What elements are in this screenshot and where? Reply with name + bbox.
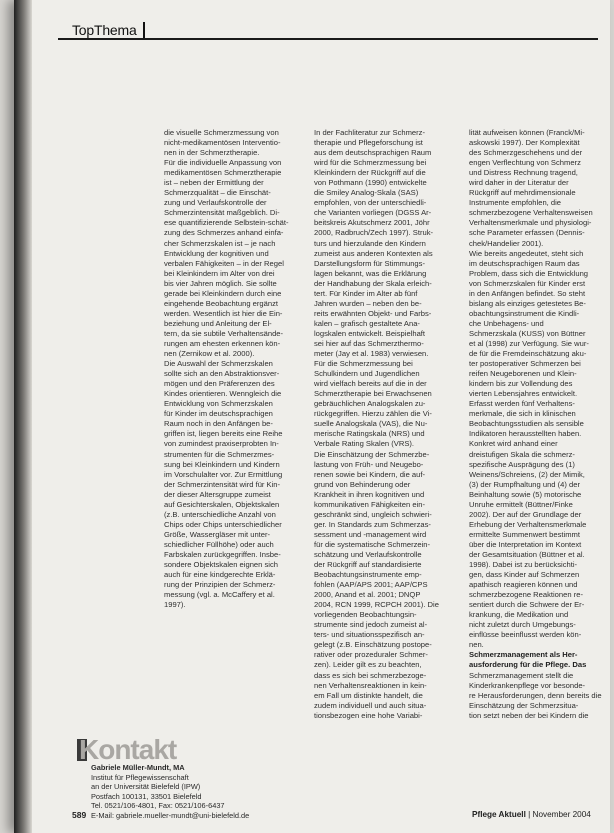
article-line: Darstellungsform für Stimmungs- bbox=[314, 258, 425, 268]
article-line: zung des Schmerzes anhand einfa- bbox=[164, 228, 284, 238]
article-line: lastung von Früh- und Neugebo- bbox=[314, 459, 424, 469]
magazine-page bbox=[14, 0, 610, 833]
article-line: Einschätzung der Schmerzsitua- bbox=[469, 700, 579, 710]
article-line: verbalen Fähigkeiten – in der Regel bbox=[164, 258, 284, 268]
article-line: Jahren wurden – neben den be- bbox=[314, 298, 422, 308]
article-line: therapie und Pflegeforschung ist bbox=[314, 138, 423, 148]
article-line: einflüsse beeinflusst werden kön- bbox=[469, 630, 582, 640]
article-line: sondere Objektskalen eignen sich bbox=[164, 560, 278, 570]
article-line: Die Auswahl der Schmerzskalen bbox=[164, 359, 273, 369]
article-line: che Unbehagens- und bbox=[469, 318, 544, 328]
contact-postal: Postfach 100131, 33501 Bielefeld bbox=[91, 791, 202, 801]
header-rule bbox=[58, 38, 598, 40]
article-line: wird daher in der Literatur der bbox=[469, 178, 569, 188]
article-line: strumenten für die Schmerzmes- bbox=[164, 449, 275, 459]
article-line: Raum noch in den Anfängen be- bbox=[164, 419, 273, 429]
article-line: Für die individuelle Anpassung von bbox=[164, 158, 282, 168]
article-line: strumente sind jedoch zumeist al- bbox=[314, 620, 428, 630]
article-line: fohlen (AAP/APS 2001; AAP/CPS bbox=[314, 580, 428, 590]
article-line: tionsbezogen eine hohe Variabi- bbox=[314, 710, 423, 720]
article-line: askowski 1997). Der Komplexität bbox=[469, 138, 580, 148]
article-line: nen (Zernikow et al. 2000). bbox=[164, 349, 255, 359]
article-line: vorliegenden Beobachtungsin- bbox=[314, 610, 417, 620]
article-line: schätzung und Verlaufskontrolle bbox=[314, 549, 422, 559]
article-line: empfohlen, von der unterschiedli- bbox=[314, 198, 427, 208]
article-line: rung der Prinzipien der Schmerz- bbox=[164, 580, 276, 590]
article-line: ist – neben der Ermittlung der bbox=[164, 178, 264, 188]
contact-name: Gabriele Müller-Mundt, MA bbox=[91, 763, 185, 772]
article-line: von zumindest praxiserprobten In- bbox=[164, 439, 279, 449]
article-line: messung (vgl. a. McCaffery et al. bbox=[164, 590, 275, 600]
article-line: lagen bekannt, was die Erklärung bbox=[314, 268, 427, 278]
article-line: reifen Neugeborenen und Klein- bbox=[469, 369, 577, 379]
article-line: Verhaltensmerkmale und physiologi- bbox=[469, 218, 592, 228]
text-column-3 bbox=[469, 128, 611, 810]
article-line: tion setzt neben der bei Kindern die bbox=[469, 710, 589, 720]
article-line: Kleinkindern der Rückgriff auf die bbox=[314, 168, 426, 178]
article-line: griffen ist, liegen bereits eine Reihe bbox=[164, 429, 283, 439]
article-line: tern, da sie subtile Verhaltensände- bbox=[164, 328, 284, 338]
article-line: 1998). Dabei ist zu berücksichti- bbox=[469, 560, 578, 570]
article-line: ger. In Standards zum Schmerzas- bbox=[314, 519, 431, 529]
article-line: Weinens/Schreiens, (2) der Mimik, bbox=[469, 469, 585, 479]
article-line: auf Gesichterskalen, Objektskalen bbox=[164, 499, 280, 509]
article-line: Erhebung der Verhaltensmerkmale bbox=[469, 519, 587, 529]
contact-title: Kontakt bbox=[79, 734, 177, 765]
article-line: 2004, RCN 1999, RCPCH 2001). Die bbox=[314, 600, 439, 610]
article-line: ters- und situationsspezifisch an- bbox=[314, 630, 425, 640]
article-line: sei hier auf das Schmerzthermo- bbox=[314, 338, 424, 348]
article-line: über die Interpretation im Kontext bbox=[469, 539, 582, 549]
article-line: chek/Handelier 2001). bbox=[469, 238, 544, 248]
article-line: (z.B. unterschiedliche Anzahl von bbox=[164, 509, 276, 519]
article-line: Erfasst werden fünf Verhaltens- bbox=[469, 399, 575, 409]
article-line: ausforderung für die Pflege. Das bbox=[469, 660, 587, 670]
article-line: Schmerzintensität maßgeblich. Di- bbox=[164, 208, 280, 218]
article-line: nen. bbox=[469, 640, 484, 650]
article-line: Farbskalen zurückgegriffen. Insbe- bbox=[164, 549, 281, 559]
article-line: rativer oder prozeduraler Schmer- bbox=[314, 650, 428, 660]
article-line: schmerzbezogene Reaktionen re- bbox=[469, 590, 583, 600]
article-line: gerade bei Kleinkindern durch eine bbox=[164, 288, 282, 298]
article-line: em Fall um distinkte handelt, die bbox=[314, 690, 423, 700]
article-line: nicht-medikamentösen Interventio- bbox=[164, 138, 281, 148]
article-line: In der Fachliteratur zur Schmerz- bbox=[314, 128, 425, 137]
article-line: beziehung und Anleitung der El- bbox=[164, 318, 272, 328]
article-line: sche Parameter erfassen (Dennis- bbox=[469, 228, 585, 238]
article-line: zudem individuell und auch situa- bbox=[314, 700, 427, 710]
article-line: medikamentösen Schmerztherapie bbox=[164, 168, 282, 178]
article-line: von Schmerzskalen für Kinder erst bbox=[469, 278, 586, 288]
article-line: (3) der Rumpfhaltung und (4) der bbox=[469, 479, 581, 489]
article-line: rungen am ehesten erkennen kön- bbox=[164, 338, 281, 348]
article-line: Problem, dass sich die Entwicklung bbox=[469, 268, 589, 278]
article-line: mögen und den Präferenzen des bbox=[164, 379, 275, 389]
article-line: der Schmerzintensität wird für Kin- bbox=[164, 479, 281, 489]
article-line: 1997). bbox=[164, 600, 186, 610]
article-line: ese quantifizierende Selbstein-schät- bbox=[164, 218, 289, 228]
article-line: de für die Fremdeinschätzung aku- bbox=[469, 349, 587, 359]
article-line: Krankheit in ihren kognitiven und bbox=[314, 489, 425, 499]
article-line: Schmerzqualität – die Einschät- bbox=[164, 188, 271, 198]
article-line: obachtungsinstrument die Kindli- bbox=[469, 308, 580, 318]
article-line: Kindes orientieren. Wenngleich die bbox=[164, 389, 282, 399]
article-line: sollte sich an den Abstraktionsver- bbox=[164, 369, 280, 379]
article-line: et al (1998) zur Verfügung. Sie wur- bbox=[469, 338, 589, 348]
article-line: Schmerzmanagement stellt die bbox=[469, 670, 574, 680]
article-line: dass es sich bei schmerzbezoge- bbox=[314, 670, 427, 680]
article-line: kommunikativen Fähigkeiten ein- bbox=[314, 499, 426, 509]
article-line: eingehende Beobachtung ergänzt bbox=[164, 298, 279, 308]
article-line: reits erwähnten Objekt- und Farbs- bbox=[314, 308, 432, 318]
contact-details bbox=[91, 763, 249, 821]
article-line: zen). Leider gilt es zu beachten, bbox=[314, 660, 422, 670]
article-line: wird für die Schmerzmessung bei bbox=[314, 158, 427, 168]
article-line: re Herausforderungen, denn bereits die bbox=[469, 690, 602, 700]
article-line: gebräuchlichen Analogskalen zu- bbox=[314, 399, 426, 409]
article-line: schiedlicher Füllhöhe) oder auch bbox=[164, 539, 274, 549]
article-line: Wie bereits angedeutet, steht sich bbox=[469, 248, 584, 258]
journal-footer bbox=[472, 810, 591, 819]
article-line: die visuelle Schmerzmessung von bbox=[164, 128, 279, 137]
journal-name: Pflege Aktuell bbox=[472, 810, 526, 819]
article-line: beitskreis Akutschmerz 2001, Jöhr bbox=[314, 218, 430, 228]
article-line: von Pothmann (1990) entwickelte bbox=[314, 178, 427, 188]
article-line: bei Kleinkindern im Alter von drei bbox=[164, 268, 275, 278]
article-line: Verbale Rating Skalen (VRS). bbox=[314, 439, 415, 449]
article-line: nicht zuletzt durch Umgebungs- bbox=[469, 620, 576, 630]
article-line: suelle Analogskala (VAS), die Nu- bbox=[314, 419, 428, 429]
article-line: logskalen entwickelt. Beispielhaft bbox=[314, 328, 426, 338]
article-line: Beobachtungsinstrumente emp- bbox=[314, 570, 422, 580]
contact-email[interactable]: E-Mail: gabriele.mueller-mundt@uni-bielefeld.de bbox=[91, 810, 250, 820]
article-line: der Rückgriff auf standardisierte bbox=[314, 560, 422, 570]
article-line: engen Verflechtung von Schmerz bbox=[469, 158, 581, 168]
article-line: dreistufigen Skala die schmerz- bbox=[469, 449, 575, 459]
article-line: im Vorschulalter vor. Zur Ermittlung bbox=[164, 469, 283, 479]
footer-separator: | bbox=[528, 810, 531, 819]
article-line: gen, dass Kinder auf Schmerzen bbox=[469, 570, 580, 580]
article-line: Unruhe ermittelt (Büttner/Finke bbox=[469, 499, 573, 509]
article-line: nen in der Schmerztherapie. bbox=[164, 148, 260, 158]
article-line: die Smiley Analog-Skala (SAS) bbox=[314, 188, 419, 198]
article-line: spezifische Ausprägung des (1) bbox=[469, 459, 575, 469]
article-line: in den Anfängen befindet. So steht bbox=[469, 288, 586, 298]
article-line: apathisch reagieren können und bbox=[469, 580, 578, 590]
journal-issue: November 2004 bbox=[532, 810, 591, 819]
article-line: der dieser Altersgruppe zumeist bbox=[164, 489, 271, 499]
article-line: ermittelte Summenwert bestimmt bbox=[469, 529, 580, 539]
article-line: Kinderkrankenpflege vor besonde- bbox=[469, 680, 586, 690]
article-line: des Schmerzgeschehens und der bbox=[469, 148, 583, 158]
article-line: für die systematische Schmerzein- bbox=[314, 539, 431, 549]
article-line: 2002). Der auf der Grundlage der bbox=[469, 509, 582, 519]
article-line: Rückgriff auf mehrdimensionale bbox=[469, 188, 576, 198]
article-line: turs und hierzulande den Kindern bbox=[314, 238, 426, 248]
article-line: krankung, die Medikation und bbox=[469, 610, 569, 620]
article-line: Schmerztherapie bei Erwachsenen bbox=[314, 389, 432, 399]
article-line: nen Verhaltensreaktionen in kein- bbox=[314, 680, 427, 690]
article-line: Beinhaltung sowie (5) motorische bbox=[469, 489, 582, 499]
article-line: grund von Behinderung oder bbox=[314, 479, 411, 489]
article-line: renen sowie bei Kindern, die auf- bbox=[314, 469, 426, 479]
article-line: merische Ratingskala (NRS) und bbox=[314, 429, 425, 439]
article-line: Schmerzskala (KUSS) von Büttner bbox=[469, 328, 586, 338]
article-line: zung und Verlaufskontrolle der bbox=[164, 198, 267, 208]
article-line: sentiert durch die Schwere der Er- bbox=[469, 600, 585, 610]
article-line: vierten Lebensjahres entwickelt. bbox=[469, 389, 578, 399]
article-line: 2000, Anand et al. 2001; DNQP bbox=[314, 590, 421, 600]
article-line: Für die Schmerzmessung bei bbox=[314, 359, 413, 369]
article-line: auch für eine kindgerechte Erklä- bbox=[164, 570, 276, 580]
article-line: Konkret wird anhand einer bbox=[469, 439, 558, 449]
article-line: kindern bis zur Vollendung des bbox=[469, 379, 573, 389]
article-line: gelegt (z.B. Einschätzung postope- bbox=[314, 640, 432, 650]
article-line: Schmerzmanagement als Her- bbox=[469, 650, 578, 660]
article-line: sessment und -management wird bbox=[314, 529, 427, 539]
article-line: geschränkt sind, ungleich schwieri- bbox=[314, 509, 432, 519]
article-line: che Varianten vorliegen (DGSS Ar- bbox=[314, 208, 432, 218]
article-line: Schulkindern und Jugendlichen bbox=[314, 369, 420, 379]
article-line: zumeist aus anderen Kontexten als bbox=[314, 248, 433, 258]
article-line: im deutschsprachigen Raum das bbox=[469, 258, 580, 268]
article-line: für Kinder im deutschsprachigen bbox=[164, 409, 273, 419]
article-line: rückgegriffen. Hierzu zählen die Vi- bbox=[314, 409, 432, 419]
article-line: Entwicklung von Schmerzskalen bbox=[164, 399, 273, 409]
article-line: Chips oder Chips unterschiedlicher bbox=[164, 519, 282, 529]
section-header: TopThema bbox=[72, 22, 145, 38]
article-line: werden. Wesentlich ist hier die Ein- bbox=[164, 308, 283, 318]
article-line: wird vielfach bereits auf die in der bbox=[314, 379, 427, 389]
article-line: merkmale, die sich in klinischen bbox=[469, 409, 576, 419]
article-line: schmerzbezogene Verhaltensweisen bbox=[469, 208, 593, 218]
article-line: aus dem deutschsprachigen Raum bbox=[314, 148, 432, 158]
article-line: meter (Jay et al. 1983) verwiesen. bbox=[314, 349, 429, 359]
page-number: 589 bbox=[72, 810, 87, 820]
contact-institute: Institut für Pflegewissenschaft bbox=[91, 772, 189, 782]
article-line: Die Einschätzung der Schmerzbe- bbox=[314, 449, 430, 459]
article-line: cher Schmerzskalen ist – je nach bbox=[164, 238, 276, 248]
article-line: Indikatoren herausstellten haben. bbox=[469, 429, 582, 439]
article-line: und Distress Rechnung tragend, bbox=[469, 168, 578, 178]
contact-university: an der Universität Bielefeld (IPW) bbox=[91, 782, 201, 792]
article-line: ter postoperativer Schmerzen bei bbox=[469, 359, 581, 369]
article-line: Instrumente empfohlen, die bbox=[469, 198, 562, 208]
article-line: der Handhabung der Skala erleich- bbox=[314, 278, 432, 288]
text-column-2 bbox=[314, 128, 456, 810]
article-line: kalen – grafisch gestaltete Ana- bbox=[314, 318, 420, 328]
article-line: sung bei Kleinkindern und Kindern bbox=[164, 459, 280, 469]
article-line: der Gesamtsituation (Büttner et al. bbox=[469, 549, 585, 559]
article-line: Größe, Wassergläser mit unter- bbox=[164, 529, 271, 539]
article-line: lität aufweisen können (Franck/Mi- bbox=[469, 128, 585, 137]
article-line: Entwicklung der kognitiven und bbox=[164, 248, 269, 258]
article-line: bis vier Jahren möglich. Sie sollte bbox=[164, 278, 277, 288]
article-line: 2000, Radbruch/Zech 1997). Struk- bbox=[314, 228, 434, 238]
text-column-1 bbox=[164, 128, 302, 610]
article-line: Beobachtungsstudien als sensible bbox=[469, 419, 584, 429]
article-line: bislang als einziges getestetes Be- bbox=[469, 298, 586, 308]
page-spine-shadow bbox=[14, 0, 32, 833]
contact-phone: Tel. 0521/106-4801, Fax: 0521/106-6437 bbox=[91, 801, 225, 811]
article-line: tert. Für Kinder im Alter ab fünf bbox=[314, 288, 418, 298]
